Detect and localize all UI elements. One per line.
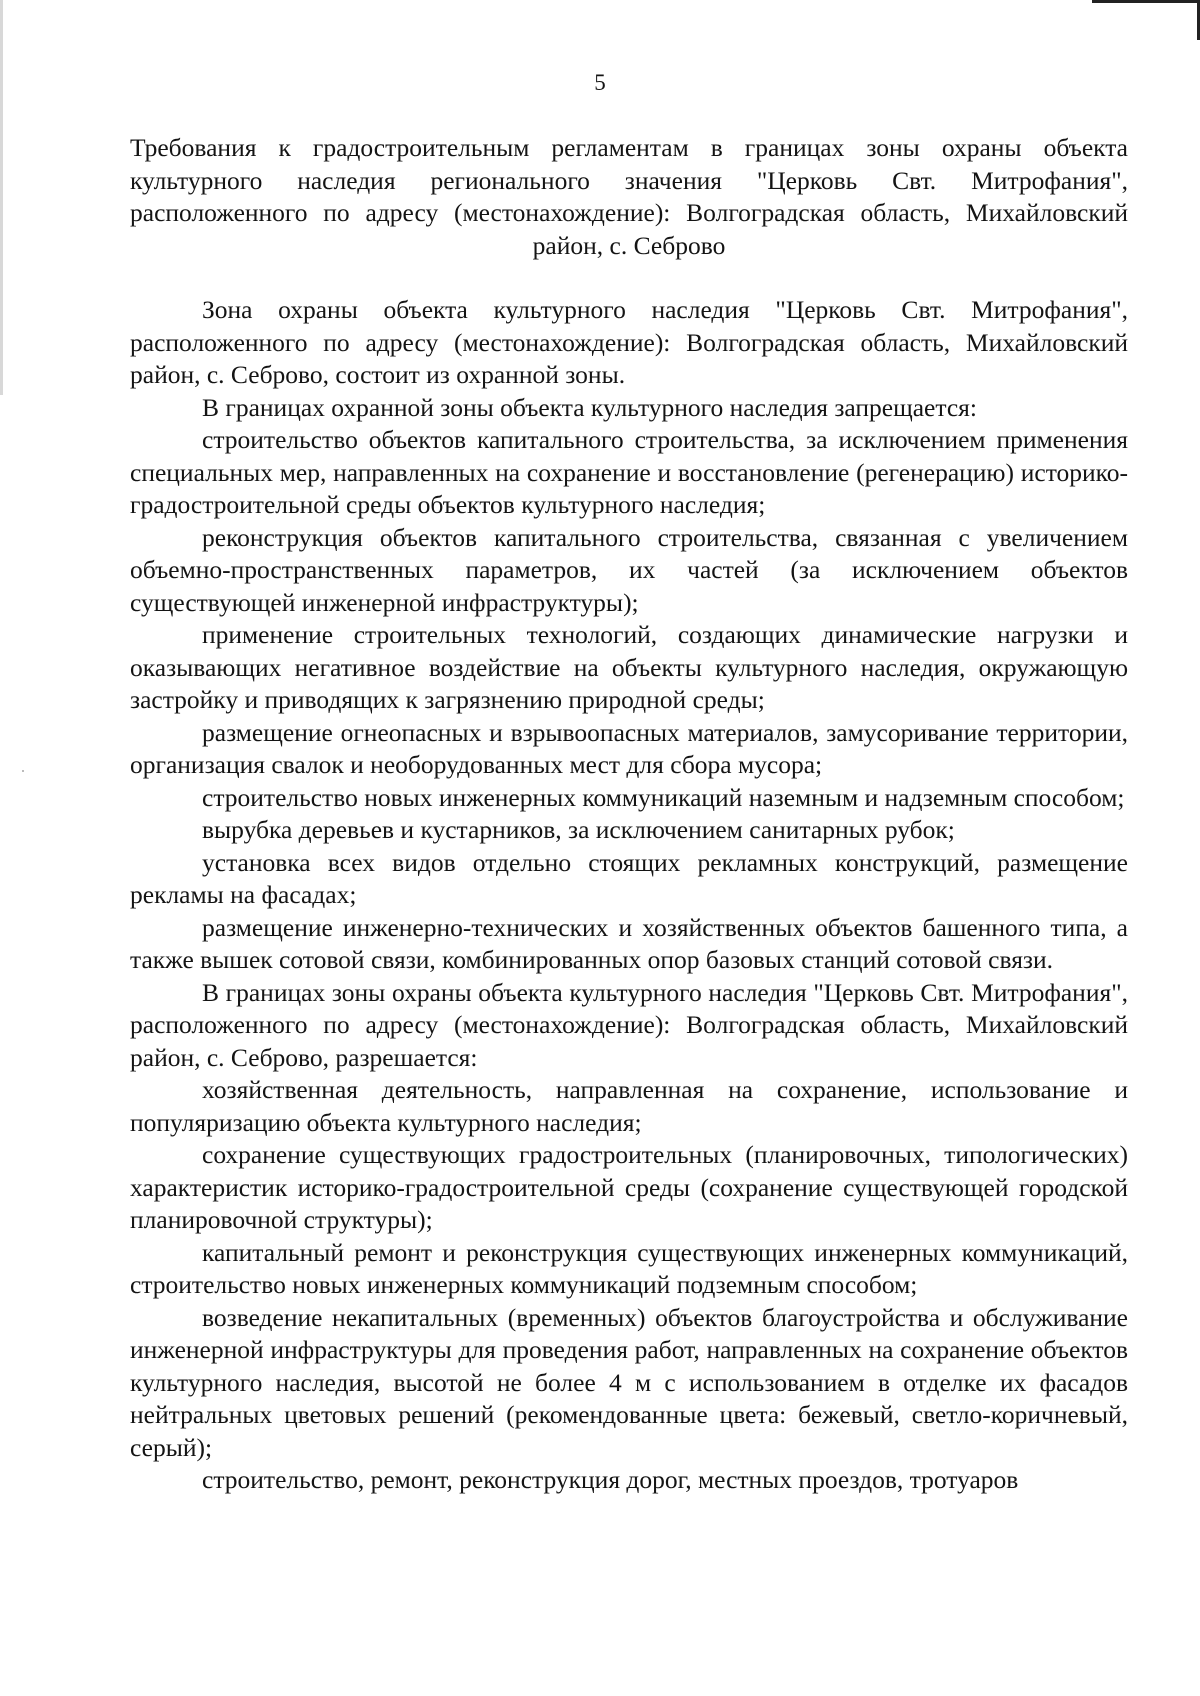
scan-edge-mark bbox=[1092, 0, 1200, 3]
paragraph: вырубка деревьев и кустарников, за исключением санитарных рубок; bbox=[202, 815, 955, 844]
document-heading: Требования к градостроительным регламентам в границах зоны охраны объекта культурного наследия регионального значения "Церковь Свт. Митрофания", расположенного по адресу (местонахождение): Волгоградская область, Михайловский район, с. Себрово bbox=[130, 133, 1128, 260]
page-number: 5 bbox=[594, 70, 606, 95]
paragraph: размещение огнеопасных и взрывоопасных материалов, замусоривание территории, организация свалок и необорудованных мест для сбора мусора; bbox=[130, 717, 1128, 779]
paragraph: хозяйственная деятельность, направленная на сохранение, использование и популяризацию объекта культурного наследия; bbox=[130, 1075, 1128, 1137]
scan-artifact bbox=[22, 770, 24, 772]
paragraph: В границах охранной зоны объекта культурного наследия запрещается: bbox=[202, 392, 977, 422]
paragraph: капитальный ремонт и реконструкция существующих инженерных коммуникаций, строительство новых инженерных коммуникаций подземным способом; bbox=[130, 1237, 1128, 1299]
heading-spacer bbox=[130, 262, 1128, 294]
document-body bbox=[130, 132, 1128, 1497]
paragraph: строительство, ремонт, реконструкция дорог, местных проездов, тротуаров bbox=[202, 1465, 1019, 1494]
scan-edge-shadow bbox=[0, 0, 3, 395]
paragraph: размещение инженерно-технических и хозяйственных объектов башенного типа, а также вышек сотовой связи, комбинированных опор базовых станций сотовой связи. bbox=[130, 912, 1128, 974]
paragraph: сохранение существующих градостроительных (планировочных, типологических) характеристик историко-градостроительной среды (сохранение существующей городской планировочной структуры); bbox=[130, 1140, 1128, 1234]
paragraph: применение строительных технологий, создающих динамические нагрузки и оказывающих негативное воздействие на объекты культурного наследия, окружающую застройку и приводящих к загрязнению природной среды; bbox=[130, 620, 1128, 714]
paragraph: реконструкция объектов капитального строительства, связанная с увеличением объемно-пространственных параметров, их частей (за исключением объектов существующей инженерной инфраструктуры); bbox=[130, 522, 1128, 617]
paragraph: Зона охраны объекта культурного наследия "Церковь Свт. Митрофания", расположенного по адресу (местонахождение): Волгоградская область, Михайловский район, с. Себрово, состоит из охранной зоны. bbox=[130, 295, 1128, 389]
paragraph: строительство новых инженерных коммуникаций наземным и надземным способом; bbox=[202, 782, 1125, 812]
paragraph: установка всех видов отдельно стоящих рекламных конструкций, размещение рекламы на фасадах; bbox=[130, 847, 1128, 909]
paragraph: В границах зоны охраны объекта культурного наследия "Церковь Свт. Митрофания", расположенного по адресу (местонахождение): Волгоградская область, Михайловский район, с. Себрово, разрешается: bbox=[130, 977, 1128, 1072]
paragraph: строительство объектов капитального строительства, за исключением применения специальных мер, направленных на сохранение и восстановление (регенерацию) историко-градостроительной среды объектов культурного наследия; bbox=[130, 425, 1128, 519]
paragraph: возведение некапитальных (временных) объектов благоустройства и обслуживание инженерной инфраструктуры для проведения работ, направленных на сохранение объектов культурного наследия, высотой не более 4 м с использованием в отделке их фасадов нейтральных цветовых решений (рекомендованные цвета: бежевый, светло-коричневый, серый); bbox=[130, 1302, 1128, 1462]
